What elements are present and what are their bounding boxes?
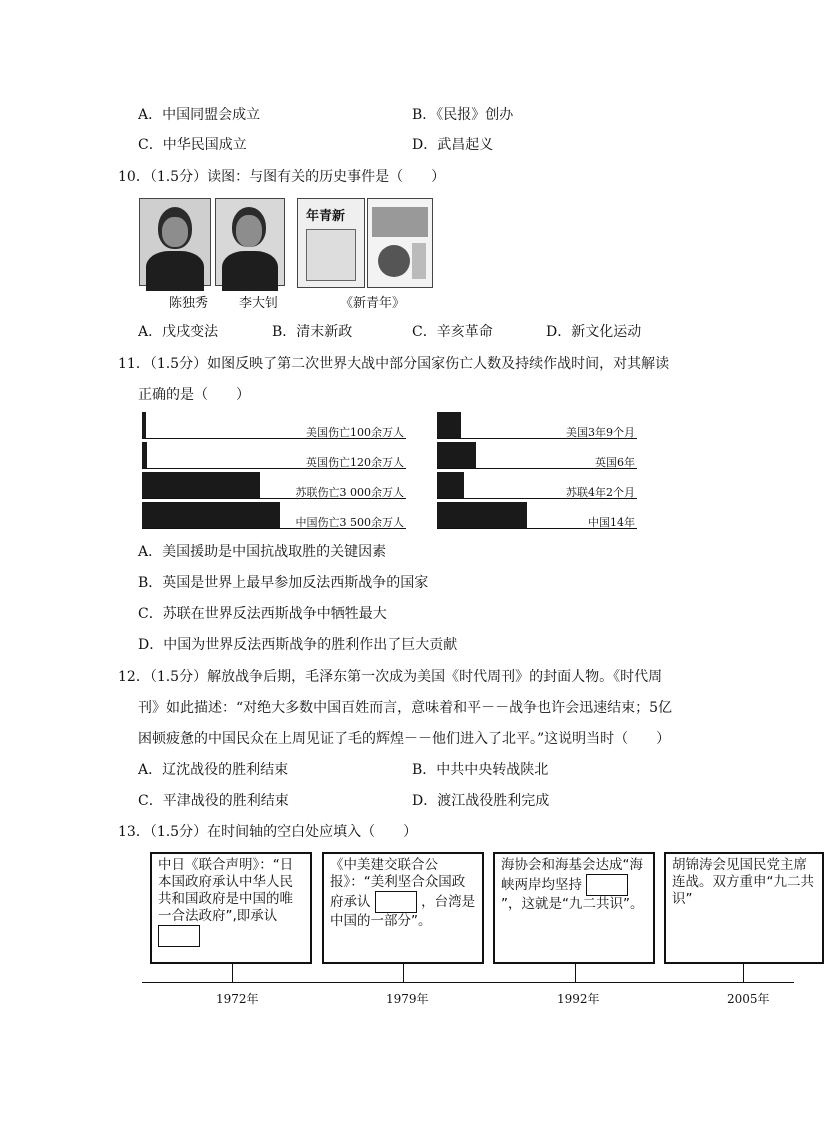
magazine-cover-1 <box>297 198 365 288</box>
question-11-stem-line2: 正确的是（ ） <box>138 387 250 403</box>
casualties-bar-label: 英国伤亡120余万人 <box>306 456 404 469</box>
casualties-bar-label: 美国伤亡100余万人 <box>306 426 404 439</box>
option-c: C．平津战役的胜利结束 <box>138 793 289 809</box>
caption-new-youth: 《新青年》 <box>340 296 406 311</box>
casualties-bar-label: 中国伤亡3 500余万人 <box>295 516 404 529</box>
duration-bar <box>437 442 476 468</box>
duration-bar <box>437 412 461 438</box>
timeline-axis <box>142 982 794 983</box>
timeline-tick-1972 <box>232 964 233 982</box>
timeline-box-1972 <box>150 852 312 964</box>
option-b: B．清末新政 <box>272 324 353 340</box>
timeline-tick-2005 <box>743 964 744 982</box>
portrait-li-dazhao <box>215 198 285 286</box>
option-c: C．苏联在世界反法西斯战争中牺牲最大 <box>138 606 387 622</box>
duration-bar-label: 美国3年9个月 <box>566 426 635 439</box>
question-10-stem: 10．（1.5分）读图：与图有关的历史事件是（ ） <box>118 169 446 185</box>
casualties-bar <box>142 502 280 528</box>
duration-bar-label: 中国14年 <box>588 516 635 529</box>
option-c: C．辛亥革命 <box>412 324 493 340</box>
caption-li-dazhao: 李大钊 <box>239 296 279 311</box>
box-1992-text-a: 海协会和海基会达成“海峡两岸均坚持 <box>501 857 643 893</box>
option-d: D．中国为世界反法西斯战争的胜利作出了巨大贡献 <box>138 637 458 653</box>
option-a: A．中国同盟会成立 <box>138 107 261 123</box>
timeline-box-1979 <box>322 852 484 964</box>
timeline-year-2005: 2005年 <box>727 992 770 1006</box>
question-12-line2: 刊》如此描述：“对绝大多数中国百姓而言，意味着和平－－战争也许会迅速结束；5亿 <box>138 700 673 716</box>
duration-bar <box>437 472 464 498</box>
timeline-year-1972: 1972年 <box>216 992 259 1006</box>
question-12-line1: 12．（1.5分）解放战争后期，毛泽东第一次成为美国《时代周刊》的封面人物。《时代周 <box>118 669 663 685</box>
box-2005-text: 胡锦涛会见国民党主席连战。双方重申“九二共识” <box>672 857 814 907</box>
question-11-stem-line1: 11．（1.5分）如图反映了第二次世界大战中部分国家伤亡人数及持续作战时间，对其解读 <box>118 356 670 372</box>
box-1979-text-b: ，台湾是中国的一部分”。 <box>330 894 476 929</box>
box-1972-text: 中日《联合声明》：“日本国政府承认中华人民共和国政府是中国的唯一合法政府”,即承认 <box>158 857 294 924</box>
casualties-bar <box>142 412 146 438</box>
magazine-title: 年青新 <box>306 209 346 224</box>
question-12-line3: 困顿疲惫的中国民众在上周见证了毛的辉煌－－他们进入了北平。”这说明当时（ ） <box>138 731 671 747</box>
option-b: B．中共中央转战陕北 <box>412 762 549 778</box>
timeline-tick-1979 <box>403 964 404 982</box>
option-d: D．新文化运动 <box>546 324 642 340</box>
option-c: C．中华民国成立 <box>138 137 247 153</box>
option-a: A．戊戌变法 <box>138 324 219 340</box>
portrait-chen-duxiu <box>139 198 211 286</box>
option-a: A．美国援助是中国抗战取胜的关键因素 <box>138 544 387 560</box>
timeline-box-2005 <box>664 852 824 964</box>
timeline-year-1979: 1979年 <box>386 992 429 1006</box>
casualties-bar <box>142 442 147 468</box>
duration-bar <box>437 502 527 528</box>
box-1979-text-a: 《中美建交联合公报》：“美利坚合众国政府承认 <box>330 857 466 910</box>
magazine-cover-2 <box>367 198 433 288</box>
duration-bar-label: 英国6年 <box>595 456 635 469</box>
blank-1992 <box>586 874 628 896</box>
timeline-box-1992 <box>493 852 655 964</box>
question-13-stem: 13．（1.5分）在时间轴的空白处应填入（ ） <box>118 824 418 840</box>
option-a: A．辽沈战役的胜利结束 <box>138 762 289 778</box>
option-d: D．武昌起义 <box>412 137 494 153</box>
option-d: D．渡江战役胜利完成 <box>412 793 550 809</box>
timeline-tick-1992 <box>575 964 576 982</box>
duration-bar-label: 苏联4年2个月 <box>566 486 635 499</box>
caption-chen-duxiu: 陈独秀 <box>169 296 209 311</box>
timeline-year-1992: 1992年 <box>557 992 600 1006</box>
blank-1972 <box>158 925 200 947</box>
box-1992-text-b: ”，这就是“九二共识”。 <box>501 896 644 912</box>
option-b: B．英国是世界上最早参加反法西斯战争的国家 <box>138 575 429 591</box>
blank-1979 <box>375 891 417 913</box>
casualties-bar <box>142 472 260 498</box>
casualties-bar-label: 苏联伤亡3 000余万人 <box>295 486 404 499</box>
option-b: B．《民报》创办 <box>412 107 514 123</box>
